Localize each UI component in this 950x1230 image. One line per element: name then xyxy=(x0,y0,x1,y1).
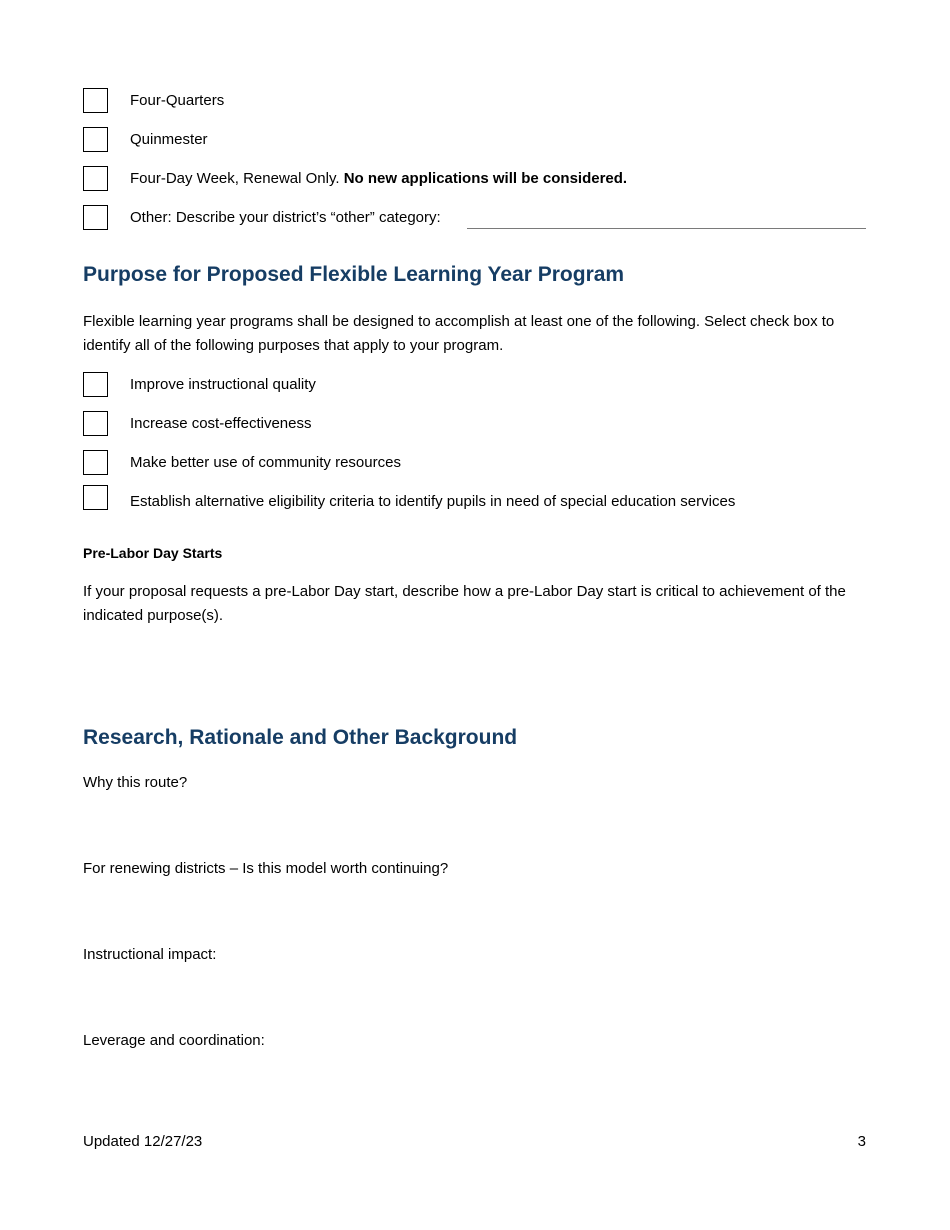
checkbox[interactable] xyxy=(83,372,108,397)
pre-labor-text: If your proposal requests a pre-Labor Day start, describe how a pre-Labor Day start is critical to achievement of the indicated purpose(s). xyxy=(83,583,846,624)
other-category-input[interactable] xyxy=(467,228,866,229)
option-quinmester[interactable] xyxy=(83,127,873,155)
footer-updated: Updated 12/27/23 xyxy=(83,1133,203,1150)
checkbox[interactable] xyxy=(83,411,108,436)
pre-labor-heading: Pre-Labor Day Starts xyxy=(83,545,223,561)
checkbox[interactable] xyxy=(83,88,108,113)
checkbox[interactable] xyxy=(83,450,108,475)
option-other[interactable] xyxy=(83,205,873,233)
checkbox[interactable] xyxy=(83,205,108,230)
checkbox[interactable] xyxy=(83,485,108,510)
research-heading: Research, Rationale and Other Background xyxy=(83,726,518,749)
page-number: 3 xyxy=(857,1133,866,1150)
option-label: Four-Day Week, Renewal Only. No new applications will be considered. xyxy=(130,170,628,187)
field-why-route: Why this route? xyxy=(83,774,188,791)
purpose-intro: Flexible learning year programs shall be designed to accomplish at least one of the following. Select check box to identify all of the following purposes that apply to your program. xyxy=(83,313,835,354)
purpose-label: Increase cost-effectiveness xyxy=(130,415,312,432)
option-note: No new applications will be considered. xyxy=(343,170,628,187)
purpose-label: Establish alternative eligibility criteria to identify pupils in need of special education services xyxy=(130,493,736,510)
field-worth-continuing: For renewing districts – Is this model worth continuing? xyxy=(83,860,449,877)
purpose-option[interactable] xyxy=(83,485,873,513)
option-four-quarters[interactable] xyxy=(83,88,873,116)
option-four-day-week[interactable] xyxy=(83,166,873,194)
option-label: Quinmester xyxy=(130,131,208,148)
purpose-option[interactable] xyxy=(83,450,873,478)
purpose-label: Improve instructional quality xyxy=(130,376,316,393)
purpose-option[interactable] xyxy=(83,372,873,400)
checkbox[interactable] xyxy=(83,127,108,152)
checkbox[interactable] xyxy=(83,166,108,191)
field-leverage-coordination: Leverage and coordination: xyxy=(83,1032,265,1049)
field-instructional-impact: Instructional impact: xyxy=(83,946,217,963)
purpose-label: Make better use of community resources xyxy=(130,454,401,471)
purpose-option[interactable] xyxy=(83,411,873,439)
purpose-heading: Purpose for Proposed Flexible Learning Year Program xyxy=(83,263,625,286)
option-label: Four-Quarters xyxy=(130,92,225,109)
option-label: Other: Describe your district’s “other” category: xyxy=(130,209,441,226)
